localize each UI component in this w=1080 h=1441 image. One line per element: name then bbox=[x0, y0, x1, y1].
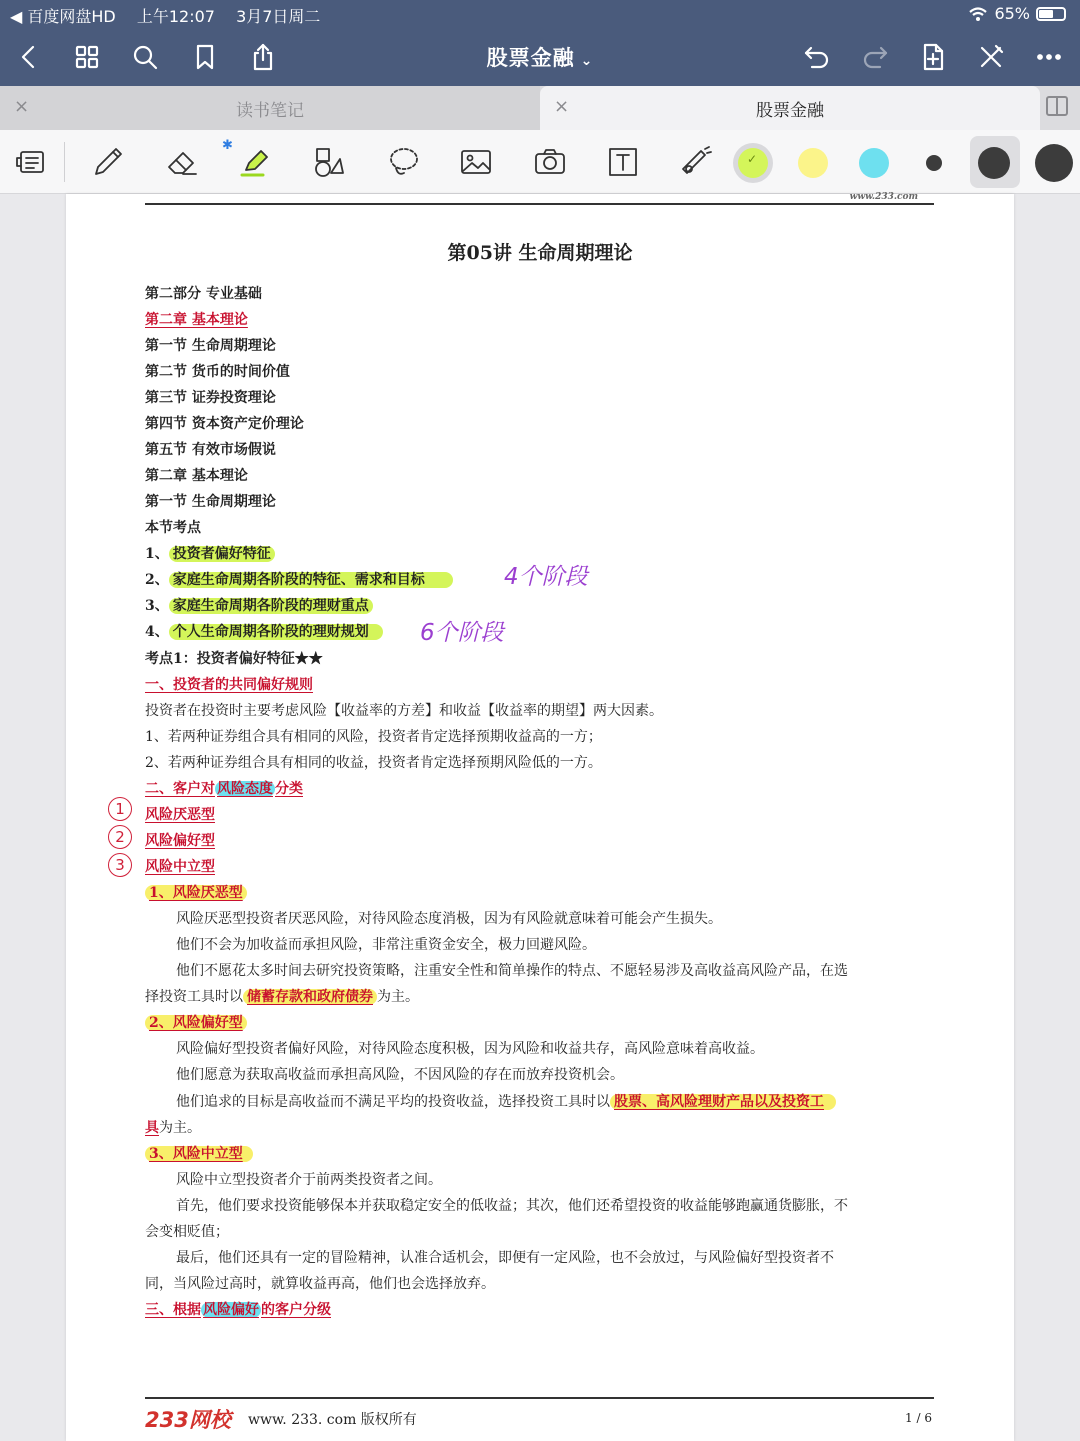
exam-point: 3、 家庭生命周期各阶段的理财重点 bbox=[145, 596, 373, 616]
section-heading: 二、客户对 风险态度 分类 bbox=[145, 781, 303, 797]
toolbar-divider bbox=[64, 142, 65, 182]
split-view-icon[interactable] bbox=[1046, 96, 1068, 116]
paragraph: 具为主。 bbox=[145, 1120, 201, 1136]
redo-icon[interactable] bbox=[858, 40, 892, 74]
outline-link: 第二章 基本理论 bbox=[145, 312, 248, 328]
add-page-icon[interactable] bbox=[916, 40, 950, 74]
paragraph: 会变相贬值； bbox=[145, 1224, 229, 1240]
outline-line: 第五节 有效市场假说 bbox=[145, 442, 276, 458]
read-mode-icon[interactable] bbox=[10, 140, 54, 184]
footer-copyright: www. 233. com 版权所有 bbox=[248, 1412, 417, 1428]
back-to-app[interactable]: ◀ 百度网盘HD bbox=[10, 7, 116, 26]
checkmark-icon: ✓ bbox=[747, 152, 758, 166]
paragraph: 首先，他们要求投资能够保本并获取稳定安全的低收益；其次，他们还希望投资的收益能够跑赢通货膨胀，不 bbox=[176, 1198, 848, 1214]
tab-bar bbox=[0, 86, 1080, 130]
paragraph: 最后，他们还具有一定的冒险精神，认准合适机会，即便有一定风险，也不会放过，与风险偏好型投资者不 bbox=[176, 1250, 834, 1266]
document-page[interactable] bbox=[66, 194, 1014, 1441]
laser-pointer-icon[interactable] bbox=[674, 140, 718, 184]
outline-line: 第一节 生命周期理论 bbox=[145, 338, 276, 354]
outline-line: 第二节 货币的时间价值 bbox=[145, 364, 290, 380]
top-bar bbox=[0, 0, 1080, 86]
image-icon[interactable] bbox=[454, 140, 498, 184]
bluetooth-icon: ✱ bbox=[222, 138, 233, 153]
battery-percent: 65% bbox=[994, 4, 1030, 23]
risk-type-item: 风险偏好型 bbox=[145, 833, 215, 849]
exam-point-heading: 考点1：投资者偏好特征★★ bbox=[145, 651, 323, 667]
outline-line: 本节考点 bbox=[145, 520, 201, 536]
section-heading: 三、根据 风险偏好 的客户分级 bbox=[145, 1302, 331, 1318]
tab-reading-notes[interactable] bbox=[0, 86, 540, 130]
sub-heading: 3、风险中立型 bbox=[145, 1144, 253, 1164]
status-bar bbox=[0, 0, 1080, 28]
page-number: 1 / 6 bbox=[905, 1411, 932, 1425]
sub-heading: 2、风险偏好型 bbox=[145, 1013, 247, 1033]
highlighter-icon[interactable] bbox=[234, 140, 278, 184]
page-title: 第05讲 生命周期理论 bbox=[447, 242, 633, 264]
close-icon[interactable]: × bbox=[14, 96, 30, 117]
text-tool-icon[interactable] bbox=[601, 140, 645, 184]
exam-point: 2、 家庭生命周期各阶段的特征、需求和目标 bbox=[145, 570, 453, 590]
paragraph: 他们愿意为获取高收益而承担高风险，不因风险的存在而放弃投资机会。 bbox=[176, 1067, 624, 1083]
lasso-icon[interactable] bbox=[381, 140, 425, 184]
brand-logo: 233网校 bbox=[145, 1408, 231, 1432]
paragraph: 他们不会为加收益而承担风险，非常注重资金安全，极力回避风险。 bbox=[176, 937, 596, 953]
undo-icon[interactable] bbox=[800, 40, 834, 74]
tab-label: 读书笔记 bbox=[236, 100, 304, 121]
outline-line: 第四节 资本资产定价理论 bbox=[145, 416, 304, 432]
section-heading: 一、投资者的共同偏好规则 bbox=[145, 677, 313, 693]
document-content bbox=[66, 194, 1014, 1441]
nav-bar bbox=[0, 30, 1080, 84]
header-rule bbox=[145, 203, 934, 205]
color-swatch-cyan[interactable] bbox=[859, 148, 889, 178]
document-title-menu[interactable]: 股票金融 ⌄ bbox=[486, 46, 594, 70]
handwritten-circle-number: 1 bbox=[108, 797, 132, 821]
paragraph: 同，当风险过高时，就算收益再高，他们也会选择放弃。 bbox=[145, 1276, 495, 1292]
paragraph: 风险偏好型投资者偏好风险，对待风险态度积极，因为风险和收益共存，高风险意味着高收益。 bbox=[176, 1041, 764, 1057]
outline-line: 第二部分 专业基础 bbox=[145, 286, 262, 302]
edit-mode-icon[interactable] bbox=[974, 40, 1008, 74]
color-swatch-yellow[interactable] bbox=[798, 148, 828, 178]
eraser-icon[interactable] bbox=[160, 140, 204, 184]
exam-point: 4、 个人生命周期各阶段的理财规划 bbox=[145, 622, 383, 642]
handwritten-circle-number: 3 bbox=[108, 853, 132, 877]
close-icon[interactable]: × bbox=[554, 96, 570, 117]
more-icon[interactable] bbox=[1032, 40, 1066, 74]
page-watermark: www.233.com bbox=[849, 192, 918, 202]
paragraph: 风险中立型投资者介于前两类投资者之间。 bbox=[176, 1172, 442, 1188]
outline-line bbox=[145, 310, 248, 330]
outline-line: 第一节 生命周期理论 bbox=[145, 494, 276, 510]
outline-line: 第二章 基本理论 bbox=[145, 468, 248, 484]
battery-icon bbox=[1036, 7, 1066, 21]
paragraph: 风险厌恶型投资者厌恶风险，对待风险态度消极，因为有风险就意味着可能会产生损失。 bbox=[176, 911, 722, 927]
stroke-size-large[interactable] bbox=[1035, 144, 1073, 182]
sub-heading: 1、风险厌恶型 bbox=[145, 883, 247, 903]
status-date: 3月7日周二 bbox=[236, 7, 321, 26]
exam-point: 1、 投资者偏好特征 bbox=[145, 544, 275, 564]
paragraph: 他们追求的目标是高收益而不满足平均的投资收益，选择投资工具时以 股票、高风险理财产品以及投资工 bbox=[176, 1092, 836, 1112]
outline-line: 第三节 证券投资理论 bbox=[145, 390, 276, 406]
risk-type-item: 风险厌恶型 bbox=[145, 807, 215, 823]
chevron-down-icon: ⌄ bbox=[580, 53, 594, 69]
stroke-size-small[interactable] bbox=[926, 155, 942, 171]
pen-icon[interactable] bbox=[86, 140, 130, 184]
tab-stock-finance[interactable] bbox=[540, 86, 1040, 130]
handwritten-note: 4个阶段 bbox=[504, 564, 588, 590]
risk-type-item: 风险中立型 bbox=[145, 859, 215, 875]
footer-rule bbox=[145, 1397, 934, 1399]
stroke-size-medium[interactable] bbox=[978, 147, 1010, 179]
paragraph: 择投资工具时以 储蓄存款和政府债券 为主。 bbox=[145, 989, 419, 1005]
paragraph: 投资者在投资时主要考虑风险【收益率的方差】和收益【收益率的期望】两大因素。 bbox=[145, 703, 663, 719]
drawing-toolbar bbox=[0, 130, 1080, 194]
handwritten-circle-number: 2 bbox=[108, 825, 132, 849]
handwritten-note: 6个阶段 bbox=[420, 620, 504, 646]
paragraph: 2、若两种证券组合具有相同的收益，投资者肯定选择预期风险低的一方。 bbox=[145, 755, 602, 771]
paragraph: 1、若两种证券组合具有相同的风险，投资者肯定选择预期收益高的一方； bbox=[145, 729, 602, 745]
shapes-icon[interactable] bbox=[306, 140, 350, 184]
status-time: 上午12:07 bbox=[136, 7, 215, 26]
camera-icon[interactable] bbox=[528, 140, 572, 184]
paragraph: 他们不愿花太多时间去研究投资策略，注重安全性和简单操作的特点、不愿轻易涉及高收益高风险产品，在选 bbox=[176, 963, 848, 979]
wifi-icon bbox=[968, 6, 988, 22]
tab-label: 股票金融 bbox=[756, 100, 824, 121]
